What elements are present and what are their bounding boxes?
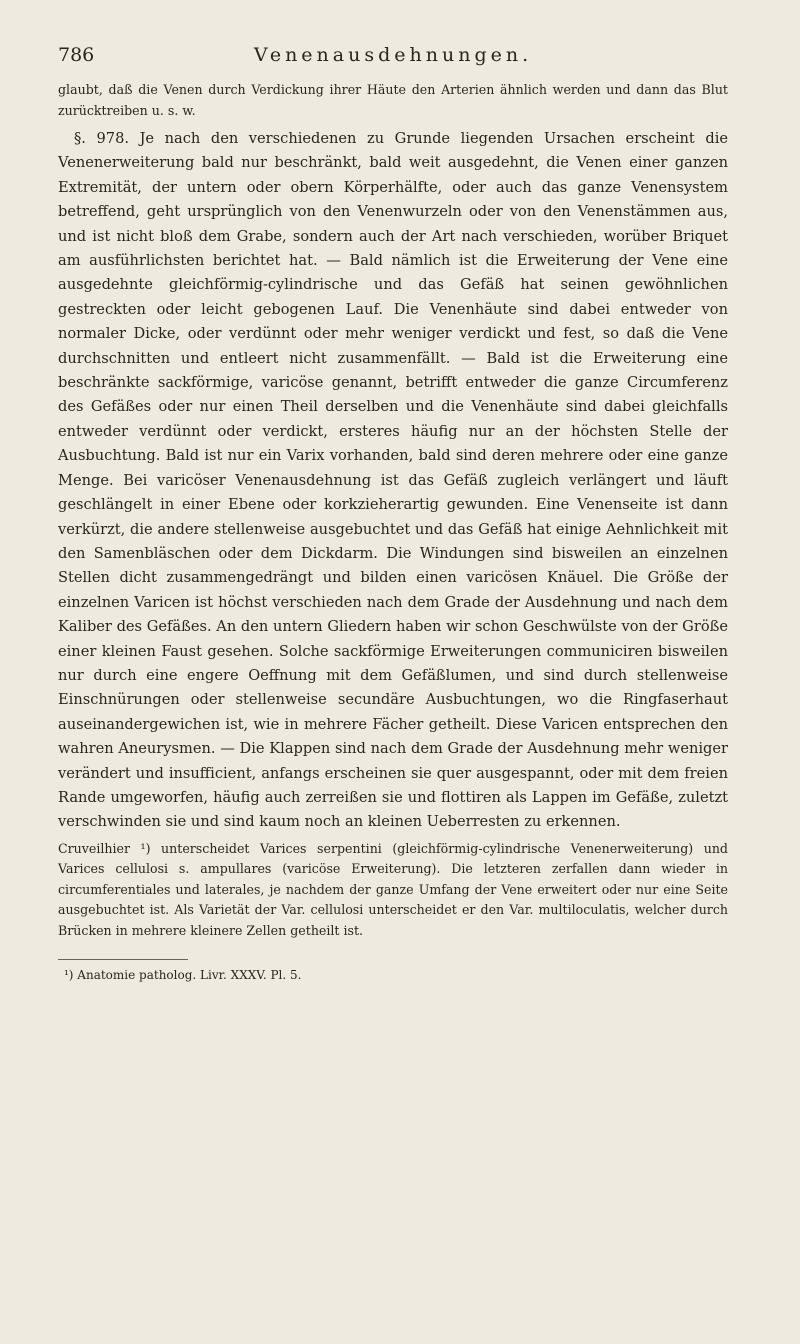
running-title: Venenausdehnungen. bbox=[253, 44, 533, 66]
page-number: 786 bbox=[58, 44, 95, 66]
footnote-divider bbox=[58, 959, 188, 960]
lead-text: glaubt, daß die Venen durch Verdickung ihrer Häute den Arterien ähnlich werden und dann das Blut zurücktreiben u. s. w. bbox=[58, 82, 728, 118]
footnote: ¹) Anatomie patholog. Livr. XXXV. Pl. 5. bbox=[64, 968, 302, 983]
note-paragraph bbox=[58, 839, 728, 942]
lead-paragraph bbox=[58, 80, 728, 121]
page-header bbox=[58, 44, 728, 78]
section-paragraph bbox=[58, 127, 728, 835]
section-978 bbox=[58, 127, 728, 835]
note-text: Cruveilhier ¹) unterscheidet Varices serpentini (gleichförmig-cylindrische Venenerweiterung) und Varices cellulosi s. ampullares (varicöse Erweiterung). Die letzteren zerfallen dann wieder in circumferentiales und laterales, je nachdem der ganze Umfang der Vene erweitert oder nur eine Seite ausgebuchtet ist. Als Varietät der Var. cellulosi unterscheidet er den Var. multiloculatis, welcher durch Brücken in mehrere kleinere Zellen getheilt ist. bbox=[58, 840, 728, 938]
section-number: §. 978. bbox=[74, 130, 129, 147]
section-text: Je nach den verschiedenen zu Grunde liegenden Ursachen erscheint die Venenerweiterung bald nur beschränkt, bald weit ausgedehnt, die Venen einer ganzen Extremität, der untern oder obern Körperhälfte, oder auch das ganze Venensystem betreffend, geht ursprünglich von den Venenwurzeln oder von den Venenstämmen aus, und ist nicht bloß dem Grabe, sondern auch der Art nach verschieden, worüber Briquet am ausführlichsten berichtet hat. — Bald nämlich ist die Erweiterung der Vene eine ausgedehnte gleichförmig-cylindrische und das Gefäß hat seinen gewöhnlichen gestreckten oder leicht gebogenen Lauf. Die Venenhäute sind dabei entweder von normaler Dicke, oder verdünnt oder mehr weniger verdickt und fest, so daß die Vene durchschnitten und entleert nicht zusammenfällt. — Bald ist die Erweiterung eine beschränkte sackförmige, varicöse genannt, betrifft entweder die ganze Circumferenz des Gefäßes oder nur einen Theil derselben und die Venenhäute sind dabei gleichfalls entweder verdünnt oder verdickt, ersteres häufig nur an der höchsten Stelle der Ausbuchtung. Bald ist nur ein Varix vorhanden, bald sind deren mehrere oder eine ganze Menge. Bei varicöser Venenausdehnung ist das Gefäß zugleich verlängert und läuft geschlängelt in einer Ebene oder korkzieherartig gewunden. Eine Venenseite ist dann verkürzt, die andere stellenweise ausgebuchtet und das Gefäß hat einige Aehnlichkeit mit den Samenbläschen oder dem Dickdarm. Die Windungen sind bisweilen an einzelnen Stellen dicht zusammengedrängt und bilden einen varicösen Knäuel. Die Größe der einzelnen Varicen ist höchst verschieden nach dem Grade der Ausdehnung und nach dem Kaliber des Gefäßes. An den untern Gliedern haben wir schon Geschwülste von der Größe einer kleinen Faust gesehen. Solche sackförmige Erweiterungen communiciren bisweilen nur durch eine engere Oeffnung mit dem Gefäßlumen, und sind durch stellenweise Einschnürungen oder stellenweise secundäre Ausbuchtungen, wo die Ringfaserhaut auseinandergewichen ist, wie in mehrere Fächer getheilt. Diese Varicen entsprechen den wahren Aneurysmen. — Die Klappen sind nach dem Grade der Ausdehnung mehr weniger verändert und insufficient, anfangs erscheinen sie quer ausgespannt, oder mit dem freien Rande umgeworfen, häufig auch zerreißen sie und flottiren als Lappen im Gefäße, zuletzt verschwinden sie und sind kaum noch an kleinen Ueberresten zu erkennen. bbox=[58, 130, 729, 831]
